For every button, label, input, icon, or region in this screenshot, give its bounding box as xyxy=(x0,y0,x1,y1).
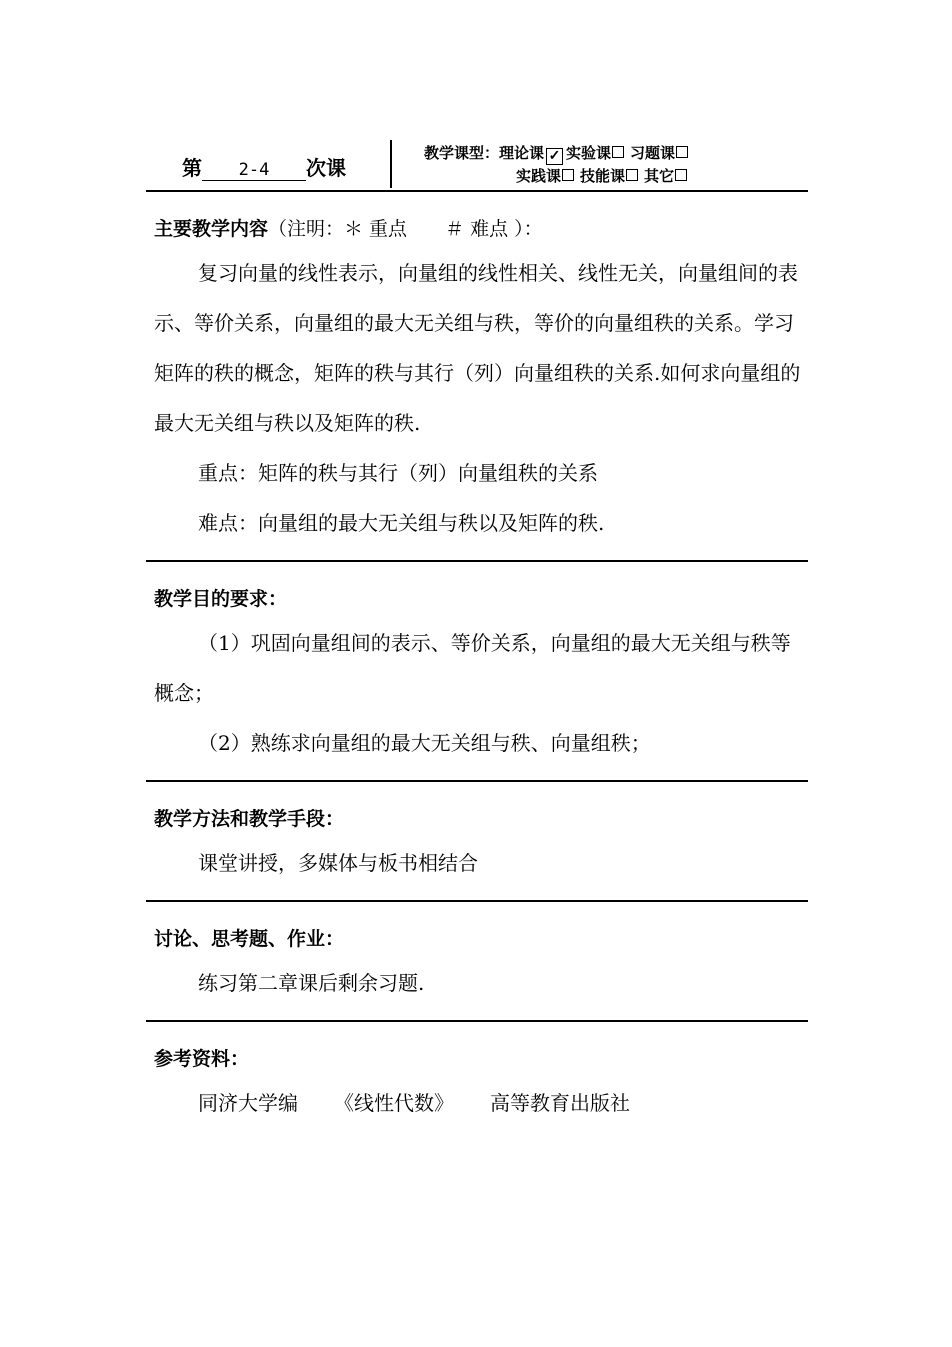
lesson-number: 2-4 xyxy=(202,160,306,181)
course-type-label: 教学课型： xyxy=(424,144,500,162)
reference-entry xyxy=(154,1078,808,1128)
methods-text: 课堂讲授，多媒体与板书相结合 xyxy=(198,851,478,875)
lesson-number-label xyxy=(182,152,346,181)
key-point-text: 重点：矩阵的秩与其行（列）向量组秩的关系 xyxy=(198,461,598,485)
type-exercise-checkbox[interactable] xyxy=(676,146,688,158)
reference-publisher: 高等教育出版社 xyxy=(490,1091,630,1115)
type-lab-checkbox[interactable] xyxy=(612,146,624,158)
lesson-suffix: 次课 xyxy=(306,156,346,180)
lesson-plan-page xyxy=(146,138,808,1140)
reference-book: 《线性代数》 xyxy=(334,1091,454,1115)
type-practice-checkbox[interactable] xyxy=(562,169,574,181)
main-content-title: 主要教学内容 xyxy=(154,218,269,240)
main-content-note: （注明：＊ 重点 ＃ 难点 ）： xyxy=(268,218,543,240)
lesson-header xyxy=(146,138,808,192)
type-theory-label: 理论课 xyxy=(499,144,545,162)
lesson-prefix: 第 xyxy=(182,156,202,180)
header-divider xyxy=(390,140,392,188)
objectives-heading: 教学目的要求： xyxy=(154,588,288,610)
references-section xyxy=(146,1022,808,1140)
course-type-row-2 xyxy=(424,165,694,187)
type-skill-label: 技能课 xyxy=(580,167,626,185)
type-theory-checkbox[interactable]: ✓ xyxy=(546,148,563,165)
objective-item-2: （2）熟练求向量组的最大无关组与秩、向量组秩； xyxy=(198,731,651,755)
homework-text: 练习第二章课后剩余习题. xyxy=(198,971,425,995)
objective-item-1: （1）巩固向量组间的表示、等价关系，向量组的最大无关组与秩等概念； xyxy=(154,631,791,705)
type-lab-label: 实验课 xyxy=(566,144,612,162)
methods-heading: 教学方法和教学手段： xyxy=(154,808,345,830)
main-content-section xyxy=(146,192,808,562)
type-exercise-label: 习题课 xyxy=(630,144,676,162)
difficulty-text: 难点：向量组的最大无关组与秩以及矩阵的秩. xyxy=(198,511,605,535)
main-content-heading xyxy=(154,214,808,244)
type-other-label: 其它 xyxy=(644,167,675,185)
reference-author: 同济大学编 xyxy=(198,1091,298,1115)
type-other-checkbox[interactable] xyxy=(675,169,687,181)
course-type-row-1 xyxy=(424,142,694,165)
main-content-paragraph: 复习向量的线性表示，向量组的线性相关、线性无关，向量组间的表示、等价关系，向量组的最大无关组与秩，等价的向量组秩的关系。学习矩阵的秩的概念，矩阵的秩与其行（列）向量组秩的关系.如何求向量组的最大无关组与秩以及矩阵的秩. xyxy=(154,261,801,435)
type-practice-label: 实践课 xyxy=(516,167,562,185)
course-type-selector xyxy=(424,142,694,187)
objectives-section xyxy=(146,562,808,782)
homework-section xyxy=(146,902,808,1022)
methods-section xyxy=(146,782,808,902)
homework-heading: 讨论、思考题、作业： xyxy=(154,928,345,950)
type-skill-checkbox[interactable] xyxy=(626,169,638,181)
references-heading: 参考资料： xyxy=(154,1048,250,1070)
